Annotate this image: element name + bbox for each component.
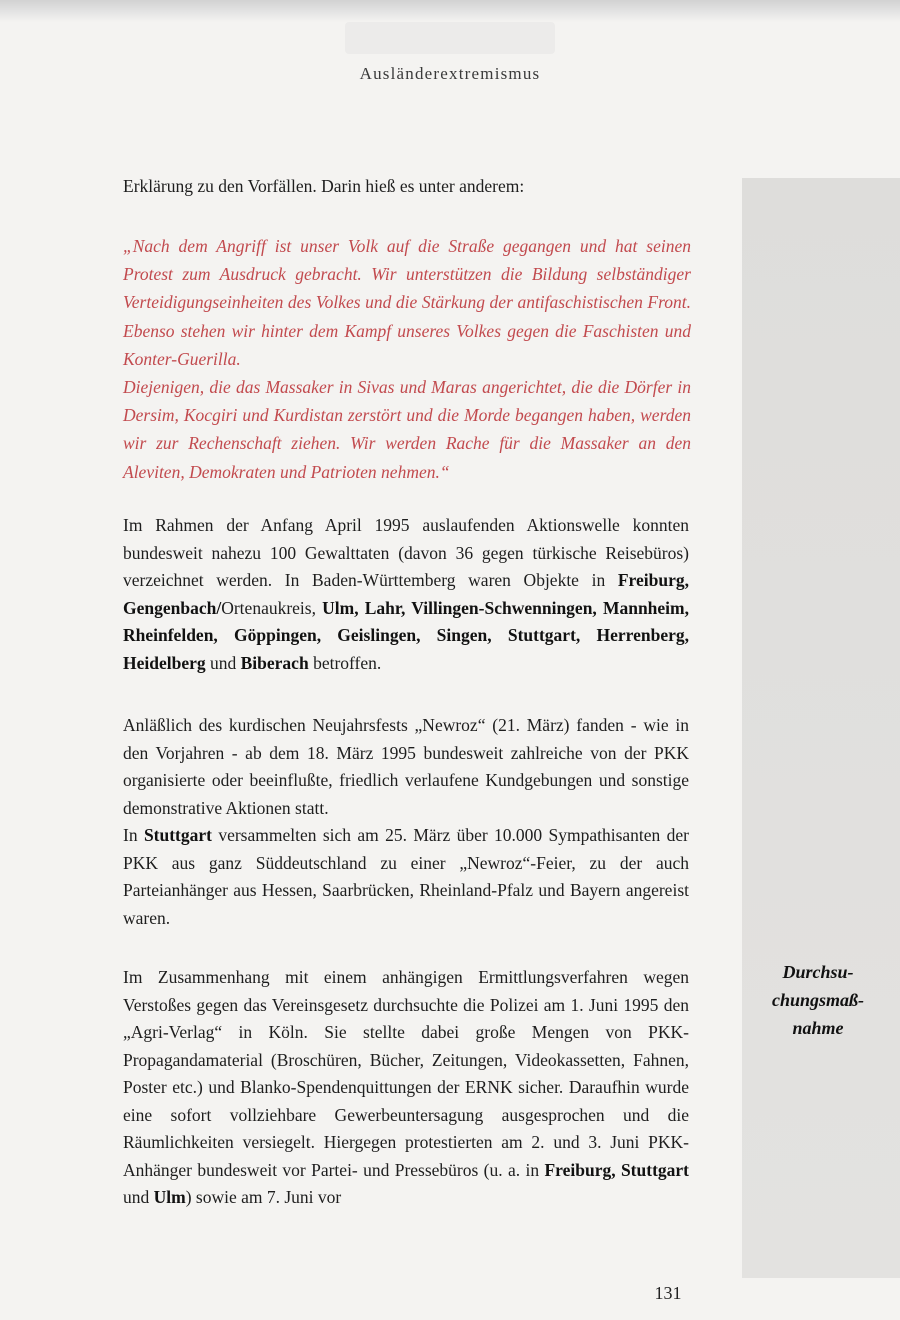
conjunction: und [205,652,241,673]
city-name: Gengenbach/ [123,597,222,618]
conjunction: und [123,1187,154,1207]
paragraph-text: ) sowie am 7. Juni vor [185,1187,342,1207]
running-head: Ausländerextremismus [359,64,541,83]
city-name: Freiburg, [617,570,689,590]
margin-column [742,178,900,1278]
paragraph-text: Anläßlich des kurdischen Neujahrsfests „Newroz“ (21. März) fanden - wie in den Vorjahren - ab dem 18. März 1995 bundesweit zahlreiche von der PKK organisierte oder beeinflußte, friedlich verlaufene Kundgebungen und sonstige demonstrative Aktionen statt. [123,715,689,818]
quotation-paragraph-1: „Nach dem Angriff ist unser Volk auf die Straße gegangen und hat seinen Protest zum Ausdruck gebracht. Wir unterstützen die Bildung selbständiger Verteidigungseinheiten des Volkes und die Stärkung der antifaschistischen Front. Ebenso stehen wir hinter dem Kampf unseres Volkes gegen die Faschisten und Konter-Guerilla. [123,236,691,369]
paragraph-text: betroffen. [308,652,382,673]
paragraph-newroz [123,712,689,932]
district-name: Ortenaukreis, [221,597,323,618]
city-name: Stuttgart [143,825,212,845]
paragraph-text: In [123,825,144,845]
paragraph-durchsuchung [123,964,689,1212]
intro-sentence: Erklärung zu den Vorfällen. Darin hieß es unter anderem: [123,176,525,196]
scan-smudge [345,22,555,54]
paragraph-text: Im Rahmen der Anfang April 1995 auslaufenden Aktionswelle konnten bundesweit nahezu 100 Gewalttaten (davon 36 gegen türkische Reisebüros) verzeichnet werden. In Baden-Württemberg waren Objekte in [123,515,689,590]
margin-note [748,958,888,1042]
margin-note-line: chungsmaß- [771,990,865,1010]
scan-top-edge [0,0,900,22]
margin-note-line: Durchsu- [782,962,854,982]
paragraph-aktionswelle [123,512,689,677]
city-name: Biberach [240,652,309,673]
quotation-block [123,232,691,486]
margin-note-line: nahme [792,1018,844,1038]
paragraph-text: versammelten sich am 25. März über 10.000 Sympathisanten der PKK aus ganz Süddeutschland zu einer „Newroz“-Feier, zu der auch Parteianhänger aus Hessen, Saarbrücken, Rheinland-Pfalz und Bayern angereist waren. [123,825,690,928]
city-list: Freiburg, Stuttgart [544,1159,689,1180]
city-name: Ulm [153,1187,186,1207]
paragraph-text: Im Zusammenhang mit einem anhängigen Ermittlungsverfahren wegen Verstoßes gegen das Vereinsgesetz durchsuchte die Polizei am 1. Juni 1995 den „Agri-Verlag“ in Köln. Sie stellte dabei große Mengen von PKK-Propagandamaterial (Broschüren, Bücher, Zeitungen, Videokassetten, Fahnen, Poster etc.) und Blanko-Spendenquittungen der ERNK sicher. Daraufhin wurde eine sofort vollziehbare Gewerbeuntersagung ausgesprochen und die Räumlichkeiten versiegelt. Hiergegen protestierten am 2. und 3. Juni PKK-Anhänger bundesweit vor Partei- und Pressebüros (u. a. in [123,967,689,1180]
quotation-paragraph-2: Diejenigen, die das Massaker in Sivas und Maras angerichtet, die die Dörfer in Dersim, Kocgiri und Kurdistan zerstört und die Morde begangen haben, werden wir zur Rechenschaft ziehen. Wir werden Rache für die Massaker an den Aleviten, Demokraten und Patrioten nehmen.“ [123,377,691,482]
page-number: 131 [654,1283,682,1303]
city-list: Ulm, Lahr, Villingen-Schwenningen, Mannheim, Rheinfelden, Göppingen, Geislingen, Singen, Stuttgart, Herrenberg, Heidelberg [123,597,689,673]
